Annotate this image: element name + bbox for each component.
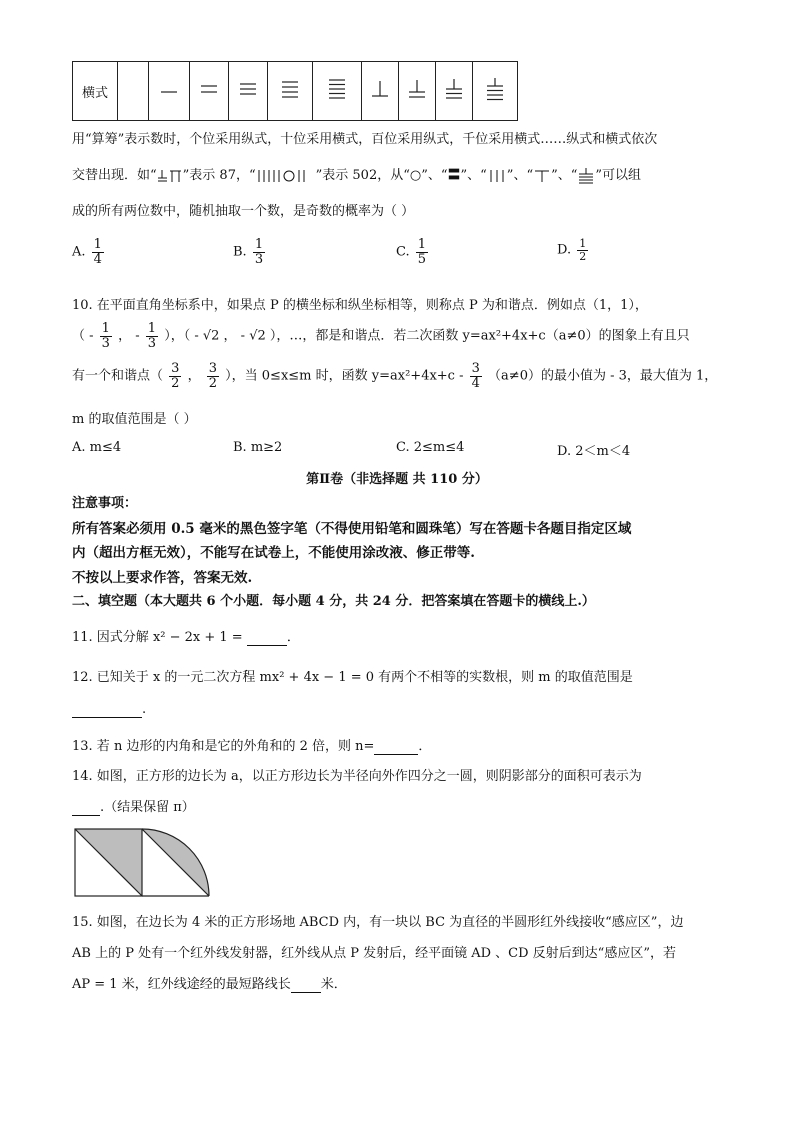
frac-den: 4 [93, 251, 102, 267]
frac-den: 4 [471, 375, 480, 391]
table-cell [229, 62, 268, 121]
frac-den: 3 [147, 335, 157, 351]
q10-line-2a: （ - [72, 328, 98, 344]
frac-den: 3 [254, 251, 264, 267]
answer-blank [291, 977, 321, 993]
q9-line-2b: ”表示 87，“ [182, 168, 256, 183]
question-14-line-1: 14. 如图，正方形的边长为 a，以正方形边长为半径向外作四分之一圆，则阴影部分的面积可表示为 [72, 769, 642, 784]
answer-blank [374, 739, 418, 755]
rod-one-horizontal-icon [159, 82, 179, 96]
table-header-label: 横式 [81, 85, 108, 101]
q10-option-d: D. 2＜m＜4 [557, 444, 631, 459]
frac-den: 2 [171, 375, 180, 391]
rod-four-horizontal-icon [280, 79, 300, 99]
frac-three-quarters [470, 362, 482, 390]
question-15-line-2: AB 上的 P 处有一个红外线发射器，红外线从点 P 发射后，经平面镜 AD 、CD 反射后到达“感应区”，若 [72, 946, 676, 961]
suanchou-three-vertical-icon [487, 168, 507, 184]
answer-blank [72, 800, 100, 816]
q10-line-3c: ），当 0≤x≤m 时，函数 y=ax²+4x+c - [225, 368, 468, 384]
option-letter: B. [233, 244, 247, 260]
q10-option-c: C. 2≤m≤4 [396, 440, 465, 455]
frac-num: 1 [254, 237, 264, 252]
option-fraction [92, 238, 104, 266]
q11-text: 11. 因式分解 x² − 2x + 1 = [72, 630, 247, 645]
part-two-title: 第Ⅱ卷（非选择题 共 110 分） [306, 472, 488, 487]
suanchou-nine-horizontal-icon [577, 167, 595, 185]
suanchou-87-icon [157, 168, 183, 184]
q9-line-2a: 交替出现．如“ [72, 168, 157, 183]
q11-end: ． [286, 630, 300, 645]
notice-line-1: 所有答案必须用 0.5 毫米的黑色签字笔（不得使用铅笔和圆珠笔）写在答题卡各题目指定区域 [72, 521, 632, 537]
option-fraction [253, 238, 265, 266]
q9-option-a [72, 238, 106, 266]
rod-three-horizontal-icon [238, 81, 258, 97]
notice-line-3: 不按以上要求作答，答案无效. [72, 570, 253, 586]
table-cell [399, 62, 436, 121]
q9-option-b [233, 238, 267, 266]
q10-line-2b: ， - [118, 328, 144, 344]
frac-one-third [146, 322, 158, 350]
frac-three-halves [207, 362, 219, 390]
table-cell [118, 62, 149, 121]
suanchou-table [72, 61, 518, 121]
rod-nine-horizontal-icon [485, 76, 505, 102]
table-cell [473, 62, 518, 121]
frac-num: 1 [147, 321, 157, 336]
frac-num: 3 [208, 361, 218, 376]
option-fraction [416, 238, 428, 266]
frac-num: 3 [171, 361, 180, 376]
question-13 [72, 735, 431, 755]
q14-figure [72, 826, 212, 898]
q9-line-2d: ”、“ [506, 168, 534, 183]
option-letter: C. [396, 244, 410, 260]
answer-blank [72, 702, 142, 718]
q9-line-2f: ”可以组 [595, 168, 642, 183]
frac-num: 1 [579, 237, 587, 250]
q9-line-2e: ”、“ [551, 168, 578, 183]
option-letter: D. [557, 242, 572, 258]
rod-six-horizontal-icon [370, 79, 390, 99]
frac-den: 5 [417, 251, 427, 267]
notice-title: 注意事项： [72, 496, 138, 511]
answer-blank [247, 630, 287, 646]
q10-line-2c: ），（ - √2 ， - √2 ），…，都是和谐点．若二次函数 y=ax²+4x+c（a≠0）的图象上有且只 [164, 328, 690, 344]
table-cell [436, 62, 473, 121]
table-cell [190, 62, 229, 121]
table-cell [268, 62, 313, 121]
question-15-line-3 [72, 973, 347, 993]
table-cell [313, 62, 362, 121]
rod-five-horizontal-icon [327, 77, 347, 101]
q10-line-3d: （a≠0）的最小值为 - 3，最大值为 1， [488, 368, 718, 384]
question-15-line-1: 15. 如图，在边长为 4 米的正方形场地 ABCD 内，有一块以 BC 为直径的半圆形红外线接收“感应区”，边 [72, 915, 684, 930]
question-12-line-1: 12. 已知关于 x 的一元二次方程 mx² + 4x − 1 = 0 有两个不相等的实数根，则 m 的取值范围是 [72, 670, 633, 685]
q15-end: 米． [320, 977, 347, 992]
frac-num: 1 [101, 321, 110, 336]
option-fraction [577, 238, 588, 262]
table-header-cell [73, 62, 118, 121]
q10-line-2 [72, 322, 690, 350]
q9-line-2 [72, 164, 641, 185]
q13-text: 13. 若 n 边形的内角和是它的外角和的 2 倍，则 n= [72, 739, 375, 754]
notice-line-2: 内（超出方框无效），不能写在试卷上，不能使用涂改液、修正带等. [72, 545, 475, 561]
rod-seven-horizontal-icon [407, 78, 427, 100]
rod-two-horizontal-icon [199, 82, 219, 96]
q10-line-3 [72, 362, 717, 390]
q10-line-4: m 的取值范围是（ ） [72, 412, 197, 427]
question-12-line-2 [72, 702, 146, 718]
rod-eight-horizontal-icon [444, 77, 464, 101]
question-11 [72, 626, 300, 646]
q10-line-3a: 有一个和谐点（ [72, 368, 164, 384]
frac-num: 3 [471, 361, 480, 376]
q9-line-1: 用“算筹”表示数时，个位采用纵式，十位采用横式，百位采用纵式，千位采用横式……纵式和横式依次 [72, 132, 658, 147]
suanchou-six-vertical-icon [533, 168, 551, 184]
q9-option-c [396, 238, 430, 266]
q10-option-b: B. m≥2 [233, 440, 283, 455]
q15-text: AP = 1 米，红外线途经的最短路线长 [72, 977, 291, 992]
suanchou-502-icon [256, 168, 316, 184]
q10-option-a: A. m≤4 [72, 440, 122, 455]
frac-num: 1 [417, 237, 427, 252]
frac-three-halves [169, 362, 181, 390]
q9-option-d [557, 238, 590, 262]
section-title-fill-in: 二、填空题（本大题共 6 个小题．每小题 4 分，共 24 分．把答案填在答题卡的横线上.） [72, 594, 595, 609]
q9-line-3: 成的所有两位数中，随机抽取一个数，是奇数的概率为（ ） [72, 204, 415, 219]
frac-den: 2 [579, 249, 587, 263]
q10-line-3b: ， [187, 368, 201, 384]
frac-one-third [100, 322, 112, 350]
question-14-line-2 [72, 796, 195, 816]
table-cell [149, 62, 190, 121]
q10-line-1: 10. 在平面直角坐标系中，如果点 P 的横坐标和纵坐标相等，则称点 P 为和谐点．例如点（1，1）， [72, 298, 648, 313]
q13-end: ． [418, 739, 432, 754]
frac-den: 2 [208, 375, 218, 391]
frac-num: 1 [93, 237, 102, 252]
option-letter: A. [72, 244, 86, 260]
q9-line-2c: ”表示 502，从“○”、“〓”、“ [315, 168, 487, 183]
table-cell [362, 62, 399, 121]
frac-den: 3 [101, 335, 110, 351]
q14-end: .（结果保留 π） [100, 800, 195, 815]
q12-end: . [142, 702, 147, 717]
